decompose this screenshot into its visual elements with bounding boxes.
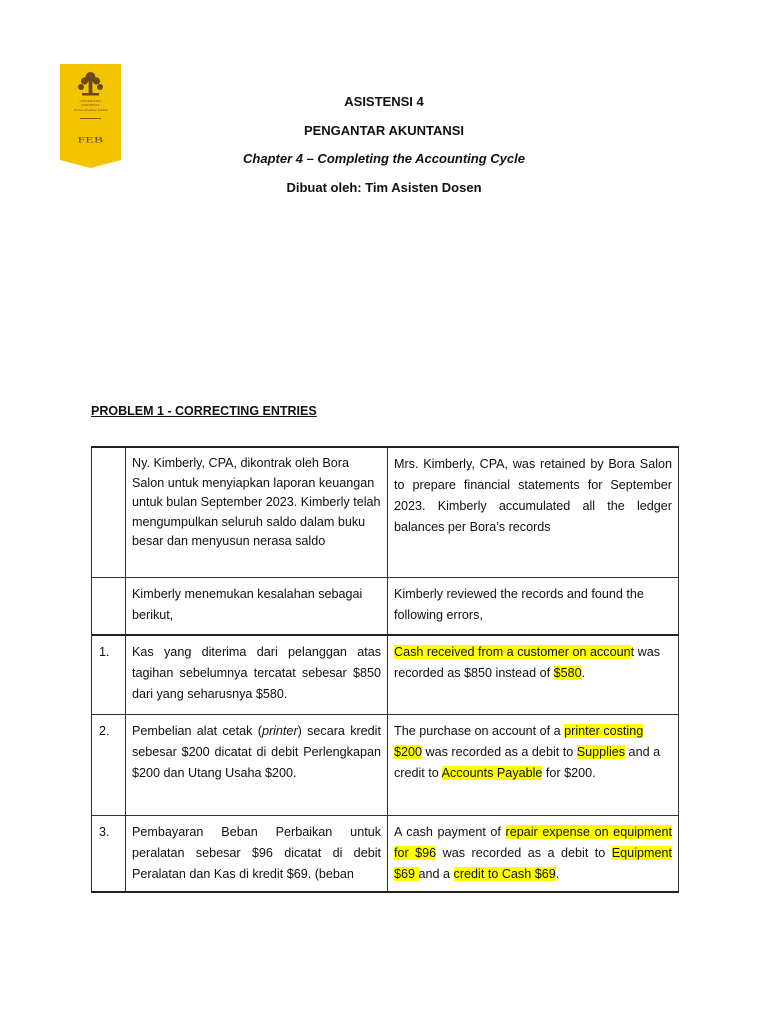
plain-text: A cash payment of [394,825,506,839]
highlighted-text: Cash received from a customer on accoun [394,645,631,659]
plain-text: was recorded as a debit to [422,745,577,759]
plain-text: t was recorded as $850 instead of [394,645,661,680]
indonesian-text: Kas yang diterima dari pelanggan atas tagihan sebelumnya tercatat sebesar $850 dari yang seharusnya $580. [126,635,388,715]
english-text: Mrs. Kimberly, CPA, was retained by Bora Salon to prepare financial statements for September 2023. Kimberly accumulated all the ledger balances per Bora’s records [388,447,679,578]
plain-text: . [581,666,586,680]
row-number [92,447,126,578]
highlighted-text: Accounts Payable [441,766,543,780]
plain-text: and a [418,867,454,881]
english-text: Kimberly reviewed the records and found the following errors, [388,578,679,636]
chapter-title: Chapter 4 – Completing the Accounting Cycle [243,151,525,166]
indonesian-text: Kimberly menemukan kesalahan sebagai berikut, [126,578,388,636]
author-line: Dibuat oleh: Tim Asisten Dosen [286,180,482,195]
plain-text: was recorded as a debit to [436,846,612,860]
table-row [92,578,679,636]
english-text [388,816,679,893]
english-text [388,635,679,715]
plain-text: . [555,867,560,881]
problem-heading: PROBLEM 1 - CORRECTING ENTRIES [91,404,317,418]
row-number: 3. [92,816,126,893]
logo-institution-line2: INDONESIA [81,103,100,107]
indonesian-text: Pembayaran Beban Perbaikan untuk peralatan sebesar $96 dicatat di debit Peralatan dan Kas di kredit $69. (beban [126,816,388,893]
problem-table [91,446,679,893]
plain-text: ) secara kredit sebesar $200 dicatat di debit Perlengkapan $200 dan Utang Usaha $200. [132,724,381,780]
highlighted-text: $580 [553,666,582,680]
table-row [92,715,679,816]
highlighted-text: repair expense on equipment for $96 [394,825,672,860]
row-number: 2. [92,715,126,816]
logo-faculty-abbr: FEB [77,136,104,145]
highlighted-text: credit to Cash $69 [453,867,556,881]
plain-text: for $200. [542,766,596,780]
plain-text: and a credit to [394,745,661,780]
document-title: ASISTENSI 4 [344,94,424,109]
english-text [388,715,679,816]
course-name: PENGANTAR AKUNTANSI [303,123,465,138]
table-row [92,635,679,715]
logo-motto: Veritas, Probitas, Iustitia [73,108,108,112]
highlighted-text: Supplies [576,745,626,759]
row-number [92,578,126,636]
table-row [92,447,679,578]
plain-text: The purchase on account of a [394,724,565,738]
indonesian-text: Ny. Kimberly, CPA, dikontrak oleh Bora Salon untuk menyiapkan laporan keuangan untuk bulan September 2023. Kimberly telah mengumpulkan seluruh saldo dalam buku besar dan menyusun nerasa saldo [126,447,388,578]
highlighted-text: printer costing $200 [394,724,644,759]
italic-text: printer [261,724,298,738]
table-row [92,816,679,893]
plain-text: Pembelian alat cetak ( [132,724,262,738]
row-number: 1. [92,635,126,715]
logo-institution-line1: UNIVERSITAS [79,99,102,103]
indonesian-text [126,715,388,816]
highlighted-text: Equipment $69 [394,846,672,881]
